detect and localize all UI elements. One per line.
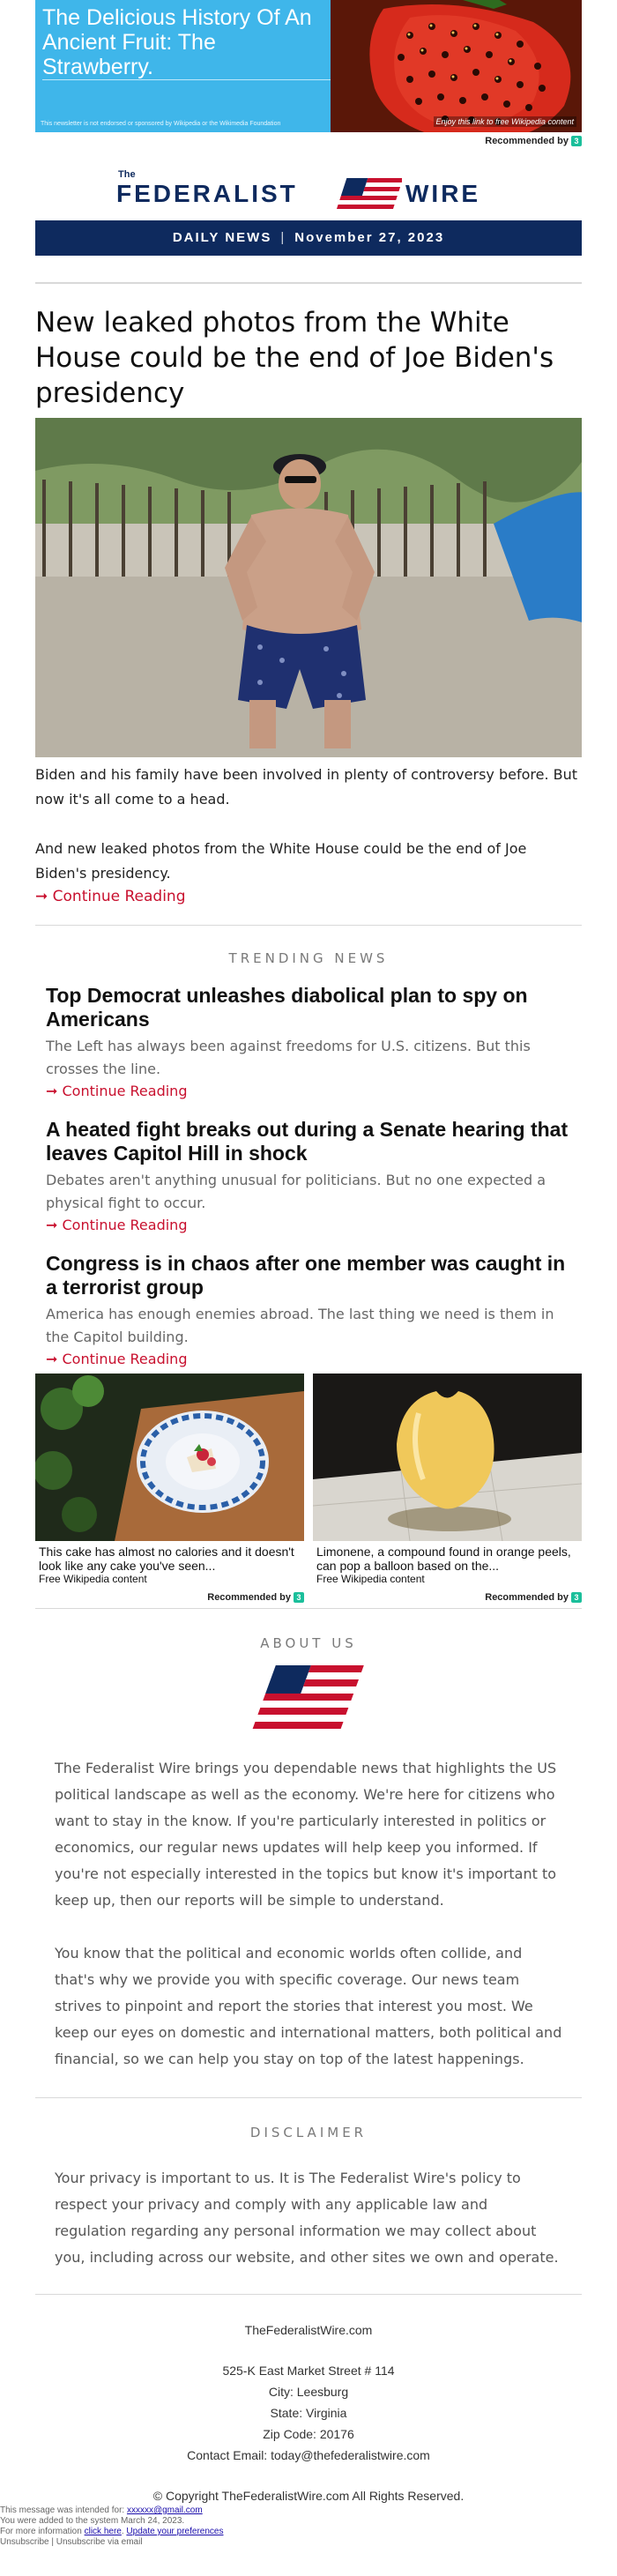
- update-preferences-link[interactable]: Update your preferences: [126, 2527, 224, 2536]
- date-separator: |: [280, 230, 286, 246]
- trending-story: [35, 1118, 582, 1234]
- about-title: ABOUT US: [260, 1635, 357, 1652]
- story-headline[interactable]: Congress is in chaos after one member was caught in a terrorist group: [46, 1252, 566, 1299]
- divider: [35, 1608, 582, 1609]
- legal-notice: [0, 2505, 223, 2548]
- divider: [35, 282, 582, 284]
- ad-divider: [42, 79, 333, 80]
- footer-city: City: Leesburg: [268, 2385, 349, 2400]
- about-paragraph-2: You know that the political and economic worlds often collide, and that's why we provide you with specific coverage. Our news team strives to pinpoint and report the stories that interest you most. We keep our eyes on domestic and international matters, both political and financial, so we can help you stay on top of the latest happenings.: [55, 1945, 562, 2068]
- about-flag-logo: [35, 1660, 582, 1739]
- ad-card-cake[interactable]: [35, 1374, 304, 1606]
- footer-street: 525-K East Market Street # 114: [222, 2364, 395, 2379]
- newsletter: [35, 0, 582, 2506]
- logo-federalist: FEDERALIST: [116, 180, 298, 208]
- masthead-logo[interactable]: [35, 150, 582, 220]
- logo-wire: WIRE: [405, 180, 481, 208]
- balloon-image[interactable]: [313, 1374, 582, 1541]
- main-story-image[interactable]: [35, 418, 582, 757]
- main-paragraph-1: Biden and his family have been involved in plenty of controversy before. But now it's all come to a head.: [35, 766, 578, 808]
- continue-reading-link[interactable]: ➞ Continue Reading: [46, 1083, 188, 1100]
- main-paragraph-2: And new leaked photos from the White House could be the end of Joe Biden's presidency.: [35, 840, 527, 882]
- click-here-link[interactable]: click here: [84, 2527, 122, 2536]
- divider: [35, 925, 582, 926]
- recommended-ads: [35, 1374, 582, 1606]
- unsubscribe-links[interactable]: Unsubscribe | Unsubscribe via email: [0, 2537, 143, 2547]
- footer-site[interactable]: TheFederalistWire.com: [244, 2323, 373, 2338]
- divider: [35, 2294, 582, 2295]
- ad-title[interactable]: The Delicious History Of An Ancient Fruit: The Strawberry.: [42, 5, 312, 79]
- recommended-label: Recommended by: [485, 1592, 569, 1604]
- spacer: [35, 2466, 582, 2485]
- spacer: [35, 812, 582, 837]
- recommender-logo-icon: 3: [571, 136, 582, 146]
- story-summary: America has enough enemies abroad. The last thing we need is them in the Capitol building.: [46, 1306, 554, 1346]
- disclaimer-text: Your privacy is important to us. It is The Federalist Wire's policy to respect your privacy and comply with any applicable law and regulation regarding any personal information we may collect about you, including across our website, and other sites we own and operate.: [55, 2170, 559, 2267]
- flag-icon: [335, 176, 402, 215]
- ad-caption[interactable]: Limonene, a compound found in orange peels, can pop a balloon based on the...: [316, 1545, 571, 1574]
- ad-caption[interactable]: This cake has almost no calories and it doesn't look like any cake you've seen...: [39, 1545, 294, 1574]
- footer-email[interactable]: Contact Email: today@thefederalistwire.com: [187, 2448, 430, 2463]
- spacer: [35, 2341, 582, 2360]
- footer-state: State: Virginia: [270, 2406, 347, 2421]
- recommended-label: Recommended by: [485, 136, 569, 146]
- legal-added: You were added to the system March 24, 2023.: [0, 2516, 185, 2526]
- recommended-label: Recommended by: [207, 1592, 291, 1604]
- flag-icon: [251, 1660, 366, 1736]
- recommended-by[interactable]: [313, 1585, 582, 1606]
- story-summary: The Left has always been against freedoms for U.S. citizens. But this crosses the line.: [46, 1038, 531, 1078]
- more-prefix: For more information: [0, 2527, 82, 2536]
- footer-zip: Zip Code: 20176: [263, 2427, 354, 2442]
- trending-story: [35, 984, 582, 1100]
- edition-label: DAILY NEWS: [172, 230, 272, 246]
- strawberry-image[interactable]: [331, 0, 582, 132]
- footer-copyright: © Copyright TheFederalistWire.com All Rights Reserved.: [152, 2489, 465, 2504]
- intended-prefix: This message was intended for:: [0, 2505, 125, 2515]
- footer: [35, 2319, 582, 2506]
- story-summary: Debates aren't anything unusual for politicians. But no one expected a physical fight to occur.: [46, 1172, 546, 1212]
- divider: [35, 2097, 582, 2098]
- recommender-logo-icon: 3: [294, 1592, 304, 1603]
- recommender-logo-icon: 3: [571, 1592, 582, 1603]
- ad-disclaimer: This newsletter is not endorsed or sponsored by Wikipedia or the Wikimedia Foundation: [41, 121, 281, 127]
- continue-reading-link[interactable]: ➞ Continue Reading: [46, 1217, 188, 1234]
- legal-more: For more information click here. Update your preferences: [0, 2527, 224, 2536]
- ad-source: Free Wikipedia content: [316, 1573, 425, 1586]
- logo-the: The: [118, 169, 136, 181]
- story-headline[interactable]: A heated fight breaks out during a Senate hearing that leaves Capitol Hill in shock: [46, 1118, 569, 1165]
- ad-card-balloon[interactable]: [313, 1374, 582, 1606]
- continue-reading-link[interactable]: ➞ Continue Reading: [35, 888, 186, 906]
- story-headline[interactable]: Top Democrat unleashes diabolical plan to spy on Americans: [46, 984, 528, 1031]
- recommended-by[interactable]: [35, 1585, 304, 1606]
- legal-intended: [0, 2505, 223, 2516]
- about-paragraph-1: The Federalist Wire brings you dependable news that highlights the US political landscape as well as the economy. We're here for citizens who want to stay in the know. If you're particularly interested in politics or economics, our regular news updates will help keep you informed. If you're not especially interested in the topics but know it's important to keep up, then our reports will be simple to understand.: [55, 1760, 557, 1910]
- cake-image[interactable]: [35, 1374, 304, 1541]
- trending-title: TRENDING NEWS: [228, 950, 389, 967]
- disclaimer-title: DISCLAIMER: [249, 2125, 368, 2141]
- ad-caption: Enjoy this link to free Wikipedia content: [434, 116, 577, 127]
- trending-story: [35, 1252, 582, 1368]
- intended-email-link[interactable]: xxxxxx@gmail.com: [126, 2505, 203, 2515]
- date-banner: [35, 220, 582, 256]
- ad-source: Free Wikipedia content: [39, 1573, 147, 1586]
- edition-date: November 27, 2023: [294, 230, 445, 246]
- continue-reading-link[interactable]: ➞ Continue Reading: [46, 1351, 188, 1368]
- recommended-by[interactable]: [35, 132, 582, 150]
- main-headline[interactable]: New leaked photos from the White House could be the end of Joe Biden's presidency: [35, 307, 554, 410]
- strawberry-ad[interactable]: [35, 0, 582, 132]
